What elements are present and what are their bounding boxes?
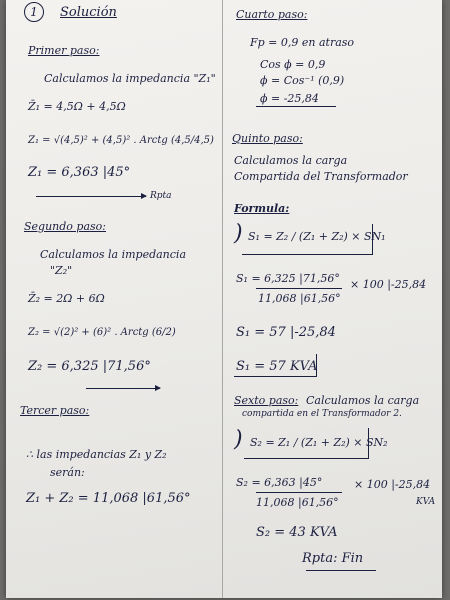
answer-tag: Rpta <box>150 191 172 201</box>
formula-label: Formula: <box>234 202 290 215</box>
z2-rectangular: Z̄₂ = 2Ω + 6Ω <box>28 292 105 305</box>
second-step-heading: Segundo paso: <box>24 220 106 233</box>
s1-substitution-multiplier: × 100 |-25,84 <box>350 278 427 291</box>
calc-load-text3: Calculamos la carga <box>306 394 420 407</box>
first-step-heading: Primer paso: <box>28 44 100 57</box>
calc-load-text2: Compartida del Transformador <box>234 170 408 183</box>
z1-result: Z₁ = 6,363 |45° <box>28 165 131 180</box>
s2-result: S₂ = 43 KVA <box>256 525 338 540</box>
s2-substitution-multiplier: × 100 |-25,84 <box>354 478 431 491</box>
bracket: ) <box>234 427 243 452</box>
power-factor: Fp = 0,9 en atraso <box>250 36 355 49</box>
z2-name: "Z₂" <box>50 264 73 277</box>
s2-unit: KVA <box>416 497 436 507</box>
calc-z1-text: Calculamos la impedancia "Z₁" <box>44 72 216 85</box>
third-step-heading: Tercer paso: <box>20 404 90 417</box>
bracket: ) <box>234 221 243 246</box>
sixth-step-heading: Sexto paso: <box>234 394 299 407</box>
impedance-sum: Z₁ + Z₂ = 11,068 |61,56° <box>26 491 191 506</box>
calc-load-text1: Calculamos la carga <box>234 154 348 167</box>
s1-result: S₁ = 57 KVA <box>236 359 318 374</box>
s1-substitution-numerator: S₁ = 6,325 |71,56° <box>236 272 340 285</box>
formula-box <box>242 224 373 255</box>
z2-result: Z₂ = 6,325 |71,56° <box>28 359 151 374</box>
z1-magnitude: Z₁ = √(4,5)² + (4,5)² . Arctg (4,5/4,5) <box>28 135 214 146</box>
arrow-line <box>36 196 146 197</box>
s2-substitution-denominator: 11,068 |61,56° <box>256 496 339 509</box>
result-box <box>234 354 317 377</box>
solution-title: Solución <box>60 5 117 20</box>
s1-substitution-denominator: 11,068 |61,56° <box>258 292 341 305</box>
calc-load-text4: compartida en el Transformador 2. <box>242 409 402 419</box>
z1-rectangular: Z̄₁ = 4,5Ω + 4,5Ω <box>28 100 126 113</box>
underline <box>306 570 376 571</box>
notebook-page <box>6 0 442 598</box>
series-text-line2: serán: <box>50 466 85 479</box>
problem-number: 1 <box>24 2 44 22</box>
final-answer: Rpta: Fin <box>302 551 364 566</box>
fourth-step-heading: Cuarto paso: <box>236 8 308 21</box>
series-text-line1: ∴ las impedancias Z₁ y Z₂ <box>26 448 167 461</box>
s2-substitution-numerator: S₂ = 6,363 |45° <box>236 476 323 489</box>
calc-z2-text: Calculamos la impedancia <box>40 248 187 261</box>
formula-box <box>244 428 369 459</box>
fraction-bar <box>256 288 342 289</box>
fifth-step-heading: Quinto paso: <box>232 132 303 145</box>
column-divider <box>222 0 223 598</box>
underline <box>256 106 336 107</box>
s1-formula: S₁ = Z₂ / (Z₁ + Z₂) × SN₁ <box>248 230 386 243</box>
s2-formula: S₂ = Z₁ / (Z₁ + Z₂) × SN₂ <box>250 436 388 449</box>
phi-arccos: ϕ = Cos⁻¹ (0,9) <box>260 74 345 87</box>
s1-step: S₁ = 57 |-25,84 <box>236 325 336 340</box>
z2-magnitude: Z₂ = √(2)² + (6)² . Arctg (6/2) <box>28 327 176 338</box>
fraction-bar <box>256 492 342 493</box>
cos-phi: Cos ϕ = 0,9 <box>260 58 326 71</box>
arrow-line <box>86 388 160 389</box>
phi-value: ϕ = -25,84 <box>260 92 319 105</box>
